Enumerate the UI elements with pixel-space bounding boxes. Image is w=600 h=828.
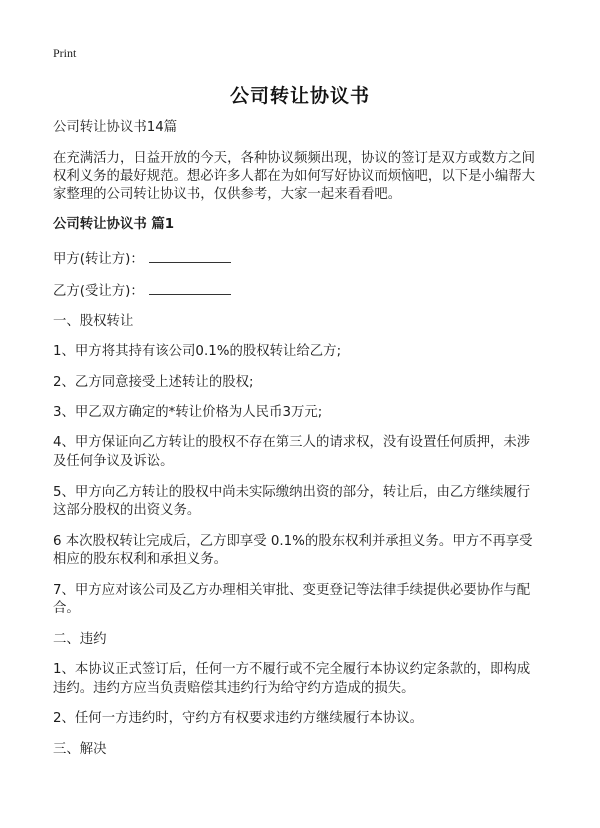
party-a-field (53, 249, 548, 270)
clause-line: 及任何争议及诉讼。 (53, 454, 174, 469)
clause: 2、任何一方违约时，守约方有权要求违约方继续履行本协议。 (53, 711, 424, 726)
print-link[interactable]: Print (53, 46, 77, 60)
intro-line: 权利义务的最好规范。想必许多人都在为如何写好协议而烦恼吧，以下是小编帮大 (53, 169, 536, 184)
clause-line: 违约。违约方应当负责赔偿其违约行为给守约方造成的损失。 (53, 681, 415, 696)
party-b-field (53, 281, 548, 302)
clause-line: 5、甲方向乙方转让的股权中尚未实际缴纳出资的部分，转让后，由乙方继续履行 (53, 485, 531, 500)
clause-line: 6 本次股权转让完成后，乙方即享受 0.1%的股东权利并承担义务。甲方不再享受 (53, 534, 533, 549)
clause: 1、甲方将其持有该公司0.1%的股权转让给乙方; (53, 344, 342, 359)
party-a-label: 甲方(转让方)： (53, 252, 144, 267)
party-a-blank (149, 249, 231, 263)
intro-line: 在充满活力，日益开放的今天，各种协议频频出现，协议的签订是双方或数方之间 (53, 151, 536, 166)
clause-line: 合。 (53, 601, 80, 616)
part1-heading: 一、股权转让 (53, 314, 134, 329)
clause-line: 4、甲方保证向乙方转让的股权不存在第三人的请求权，没有设置任何质押，未涉 (53, 435, 531, 450)
section-heading: 公司转让协议书 篇1 (53, 217, 175, 232)
document-subtitle: 公司转让协议书14篇 (53, 120, 178, 135)
clause-line: 7、甲方应对该公司及乙方办理相关审批、变更登记等法律手续提供必要协作与配 (53, 583, 531, 598)
clause-line: 1、本协议正式签订后，任何一方不履行或不完全履行本协议约定条款的，即构成 (53, 662, 531, 677)
clause-line: 相应的股东权利和承担义务。 (53, 552, 228, 567)
clause: 3、甲乙双方确定的*转让价格为人民币3万元; (53, 405, 323, 420)
clause-line: 这部分股权的出资义务。 (53, 503, 201, 518)
part3-heading: 三、解决 (53, 742, 107, 757)
party-b-label: 乙方(受让方)： (53, 284, 144, 299)
document-title: 公司转让协议书 (229, 85, 370, 107)
intro-line: 家整理的公司转让协议书，仅供参考，大家一起来看看吧。 (53, 187, 402, 202)
part2-heading: 二、违约 (53, 632, 107, 647)
clause: 2、乙方同意接受上述转让的股权; (53, 375, 254, 390)
party-b-blank (149, 281, 231, 295)
